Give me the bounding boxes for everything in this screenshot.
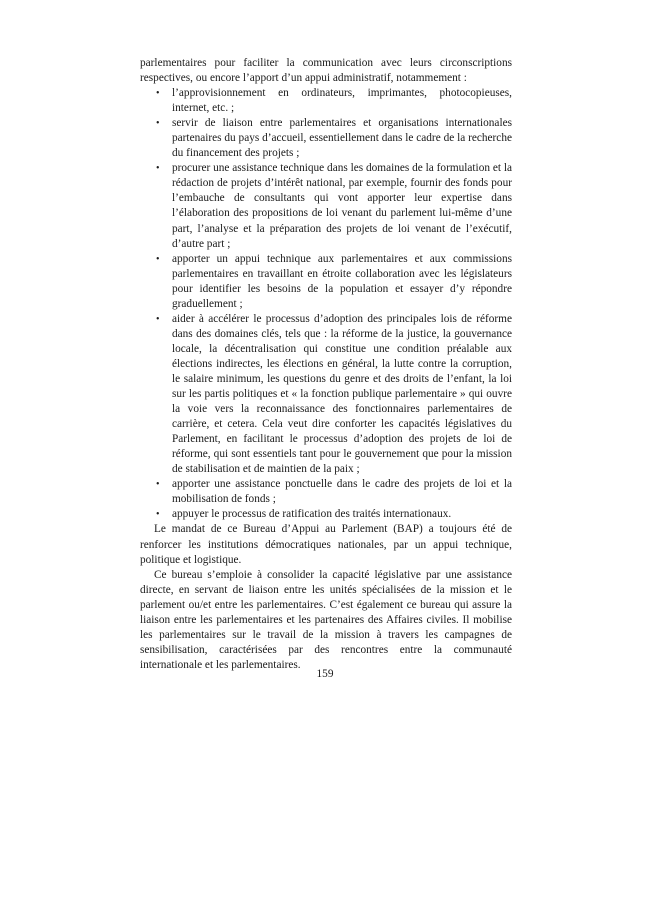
list-item [140, 116, 512, 161]
page-number: 159 [316, 668, 334, 680]
bullet-list [140, 86, 512, 522]
bullet-icon: • [156, 118, 160, 130]
bureau-paragraph: Ce bureau s’emploie à consolider la capacité législative par une assistance directe, en servant de liaison entre les unités spécialisées de la mission et le parlement ou/et entre les parlementaires. C’est également ce bureau qui assure la liaison entre les parlementaires et les partenaires des Affaires civiles. Il mobilise les parlementaires sur le travail de la mission à travers les campagnes de sensibilisation, caractérisées par des rencontres entre la communauté internationale et les parlementaires. [140, 568, 512, 671]
bullet-icon: • [156, 253, 160, 265]
list-item-text: servir de liaison entre parlementaires et organisations internationales partenaires du pays d’accueil, essentiellement dans le cadre de la recherche du financement des projets ; [172, 117, 512, 160]
bullet-icon: • [156, 479, 160, 491]
page-body [140, 56, 512, 673]
mandate-paragraph: Le mandat de ce Bureau d’Appui au Parlement (BAP) a toujours été de renforcer les institutions démocratiques nationales, par un appui technique, politique et logistique. [140, 523, 512, 566]
intro-paragraph: parlementaires pour faciliter la communication avec leurs circonscriptions respectives, ou encore l’apport d’un appui administratif, notammement : [140, 57, 512, 85]
bullet-icon: • [156, 313, 160, 325]
list-item [140, 312, 512, 478]
list-item-text: l’approvisionnement en ordinateurs, imprimantes, photocopieuses, internet, etc. ; [172, 87, 512, 115]
bullet-icon: • [156, 88, 160, 100]
list-item [140, 477, 512, 507]
bullet-icon: • [156, 163, 160, 175]
list-item-text: apporter une assistance ponctuelle dans le cadre des projets de loi et la mobilisation de fonds ; [172, 478, 512, 506]
list-item-text: appuyer le processus de ratification des traités internationaux. [172, 508, 452, 521]
list-item [140, 86, 512, 116]
list-item-text: apporter un appui technique aux parlementaires et aux commissions parlementaires en travaillant en étroite collaboration avec les législateurs pour identifier les besoins de la population et essayer d’y répondre graduellement ; [172, 252, 512, 310]
list-item [140, 252, 512, 312]
list-item [140, 161, 512, 251]
list-item-text: procurer une assistance technique dans les domaines de la formulation et la rédaction de projets d’intérêt national, par exemple, fournir des fonds pour l’embauche de consultants qui vont apporter leur expertise dans l’élaboration des propositions de loi venant du parlement lui-même d’une part, l’analyse et la préparation des projets de loi venant de l’exécutif, d’autre part ; [172, 162, 512, 250]
list-item [140, 507, 512, 522]
bullet-icon: • [156, 509, 160, 521]
list-item-text: aider à accélérer le processus d’adoption des principales lois de réforme dans des domaines clés, tels que : la réforme de la justice, la gouvernance locale, la décentralisation qui constitue une condition préalable aux élections indirectes, les élections en général, la lutte contre la corruption, le salaire minimum, les questions du genre et des droits de l’enfant, la loi sur les partis politiques et « la fonction publique parlementaire » qui ouvre la voie vers la reconnaissance des fonctionnaires parlementaires de carrière, et cetera. Cela veut dire conforter les capacités législatives du Parlement, en facilitant le processus d’adoption des projets de loi de réforme, qui sont essentiels tant pour le gouvernement que pour la mission de stabilisation et de maintien de la paix ; [172, 312, 512, 476]
